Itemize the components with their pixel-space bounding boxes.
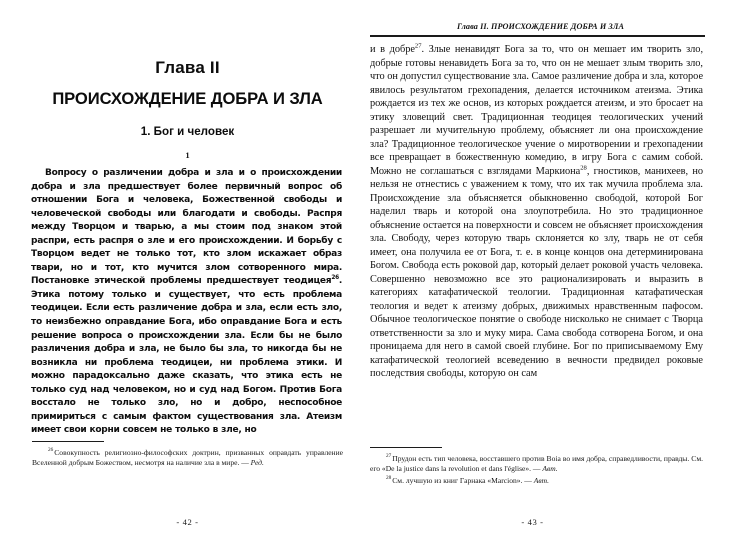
left-body-text	[31, 167, 342, 438]
left-footnotes	[32, 448, 343, 470]
right-footnotes	[370, 454, 703, 487]
chapter-number: Глава II	[155, 58, 220, 77]
footnote-separator-rule	[32, 441, 104, 442]
footnote-text: Прудон есть тип человека, восставшего против Boia во имя добра, справедливости, правды. См. его «De la justice dans la revolution et dans l'église». —	[370, 454, 703, 474]
paragraph	[31, 167, 342, 438]
running-header: Глава II. ПРОИСХОЖДЕНИЕ ДОБРА И ЗЛА	[456, 22, 625, 31]
footnote-item	[370, 454, 703, 475]
footnote-marker: 27	[386, 453, 392, 460]
footnote-item	[370, 476, 703, 486]
footnote-text: Совокупность религиозно-философских доктрин, призванных оправдать управление Вселенной добрым Божеством, несмотря на наличие зла в мире. —	[32, 448, 343, 468]
page-right-body	[368, 0, 705, 540]
footnote-ref-28[interactable]: 28	[580, 164, 587, 172]
footnote-ref-27[interactable]: 27	[414, 42, 422, 50]
footnote-item	[32, 448, 343, 469]
paragraph-text-part2: . Этика потому только и существует, что есть проблема теодицеи. Если есть различение добра и зла, если есть зло, то неизбежно оправдание Бога, ибо оправдание Бога и есть решение вопроса о происхождении зла. Если бы не было различения добра и зла, не было бы зла, то никогда бы не возникла ни проблема теодицеи, ни проблема этики. И можно парадоксально даже сказать, что этика есть не только суд над человеком, но и суд над Богом. Против Бога восстало не только зло, но и добро, неспособное примириться с самым фактом существования зла. Атеизм имеет свои корни совсем не только в зле, но	[31, 276, 342, 436]
chapter-heading-block	[30, 58, 345, 109]
page-left-body	[30, 0, 345, 540]
paragraph-text-part1: Вопросу о различении добра и зла и о происхождении добра и зла предшествует более первичный вопрос об отношении Бога и человека, Божественной свободы и человеческой свободы или благодати и свободы. Распря между Творцом и тварью, а мы стоим под знаком этой распри, есть распря о зле и его происхождении. И борьбу с Творцом ведет не только тот, кто злом искажает образ твари, но и тот, кто мучится злом сотворенного мира. Постановке этической проблемы предшествует теодицея	[31, 168, 342, 287]
page-right	[368, 0, 705, 540]
page-left	[30, 0, 345, 540]
folio-left: - 42 -	[176, 517, 199, 527]
footnote-attribution: Ред.	[250, 458, 264, 468]
footnote-attribution: Авт.	[542, 464, 558, 474]
footnote-attribution: Авт.	[533, 475, 550, 485]
subsection-number: 1	[185, 150, 190, 160]
section-title: 1. Бог и человек	[140, 125, 235, 138]
footnote-ref-26[interactable]: 26	[331, 275, 339, 282]
footnote-text: См. лучшую из книг Гарнака «Marcion». —	[392, 475, 534, 485]
running-header-rule	[370, 35, 705, 37]
footnote-marker: 28	[386, 475, 392, 482]
folio-right: - 43 -	[521, 517, 544, 527]
footnote-marker: 26	[48, 447, 54, 454]
right-body-text	[370, 43, 703, 381]
paragraph-text-start: и в добре	[370, 44, 415, 55]
paragraph-text-part1: . Злые ненавидят Бога за то, что он мешает им творить зло, добрые готовы ненавидеть Бога за то, что он не мешает злым творить зло, что он допустил существование зла. Самое различение добра и зла, которое явилось результатом грехопадения, делается источником атеизма. Этика рождается из тех же основ, из которых рождается атеизм, и это бросает на этику зловещий свет. Традиционная теодицея теологических учений разрешает ли мучительную проблему, объясняет ли она происхождение зла? Традиционное теологическое учение о миротворении и грехопадении все превращает в божественную комедию, в игру Бога с самим собой. Можно не соглашаться с взглядами Маркиона	[370, 44, 703, 177]
chapter-title: ПРОИСХОЖДЕНИЕ ДОБРА И ЗЛА	[52, 89, 323, 108]
paragraph-text-part2: , гностиков, манихеев, но нельзя не отнестись с уважением к тому, что их так мучила проблема зла. Происхождение зла объясняется обыкновенно свободой, которой Бог наделил тварь и которой она злоупотребила. Но это традиционное объяснение остается на поверхности и совсем не объясняет происхождения зла. Свободу, через которую тварь склоняется ко злу, тварь не от себя имеет, она получила ее от Бога, т. е. в конце концов она детерминирована Богом. Свобода есть роковой дар, который делает роковой участь человека. Совершенно невозможно все это рационализировать и выразить в категориях катафатической теологии. Традиционная катафатическая теология и ведет к атеизму добрых, движимых нравственным пафосом. Обычное теологическое понятие о свободе нисколько не снимает с Творца ответственности за зло и муку мира. Сама свобода сотворена Богом, и она проницаема для него в самой своей глубине. Бог по приписываемому Ему катафатической теологией всеведению в вечности предвидел роковые последствия свободы, которую он сам	[370, 165, 703, 379]
paragraph	[370, 43, 703, 381]
footnote-separator-rule	[370, 447, 442, 448]
